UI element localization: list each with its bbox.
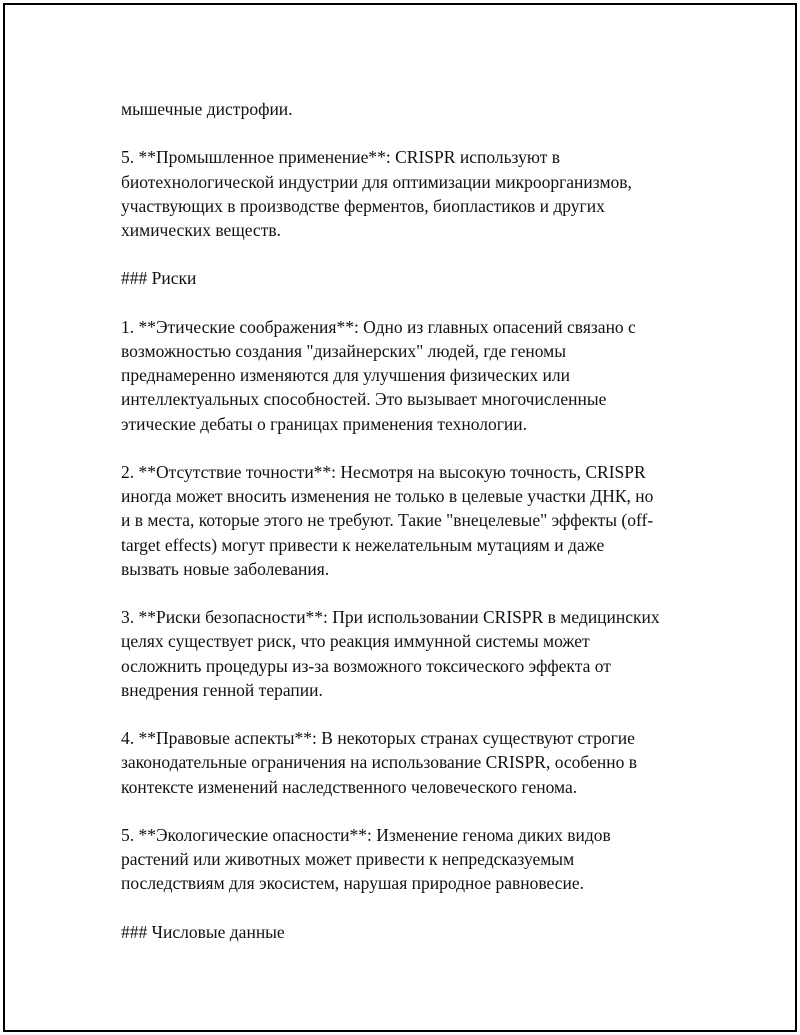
text-line: последствиям для экосистем, нарушая природное равновесие. [121,873,584,894]
paragraph-industrial-use [121,145,701,242]
text-line: мышечные дистрофии. [121,99,293,119]
text-line: и в места, которые этого не требуют. Такие "внецелевые" эффекты (off- [121,510,654,531]
page-frame [3,3,797,1032]
text-line: 1. **Этические соображения**: Одно из главных опасений связано с [121,316,636,337]
paragraph-ethical-concerns [121,315,701,436]
paragraph-lack-of-precision [121,460,701,581]
paragraph-legal-aspects [121,726,701,799]
text-line: возможностью создания "дизайнерских" людей, где геномы [121,340,567,361]
heading-risks [121,266,701,290]
document-body [121,97,701,968]
heading-numerical-data [121,920,701,944]
text-line: иногда может вносить изменения не только в целевые участки ДНК, но [121,486,654,507]
text-line: 4. **Правовые аспекты**: В некоторых странах существуют строгие [121,728,635,749]
text-line: биотехнологической индустрии для оптимизации микроорганизмов, [121,171,632,192]
text-line: ### Риски [121,268,197,289]
text-line: ### Числовые данные [121,921,285,942]
text-line: 3. **Риски безопасности**: При использовании CRISPR в медицинских [121,607,660,628]
text-line: интеллектуальных способностей. Это вызывает многочисленные [121,389,607,410]
paragraph-safety-risks [121,605,701,702]
text-line: 5. **Промышленное применение**: CRISPR используют в [121,147,560,168]
text-line: контексте изменений наследственного человеческого генома. [121,776,578,797]
paragraph-ecological-hazards [121,823,701,896]
text-line: целях существует риск, что реакция иммунной системы может [121,631,590,652]
text-line: химических веществ. [121,220,281,240]
text-line: target effects) могут привести к нежелательным мутациям и даже [121,534,605,555]
text-line: внедрения генной терапии. [121,679,323,700]
text-line: преднамеренно изменяются для улучшения физических или [121,365,571,386]
text-line: вызвать новые заболевания. [121,558,330,579]
paragraph-continuation [121,97,701,121]
text-line: растений или животных может привести к непредсказуемым [121,849,575,870]
text-line: 5. **Экологические опасности**: Изменение генома диких видов [121,824,611,845]
text-line: осложнить процедуры из-за возможного токсического эффекта от [121,655,611,676]
text-line: законодательные ограничения на использование CRISPR, особенно в [121,752,637,773]
text-line: этические дебаты о границах применения технологии. [121,413,527,434]
text-line: 2. **Отсутствие точности**: Несмотря на высокую точность, CRISPR [121,461,646,482]
text-line: участвующих в производстве ферментов, биопластиков и других [121,195,605,216]
